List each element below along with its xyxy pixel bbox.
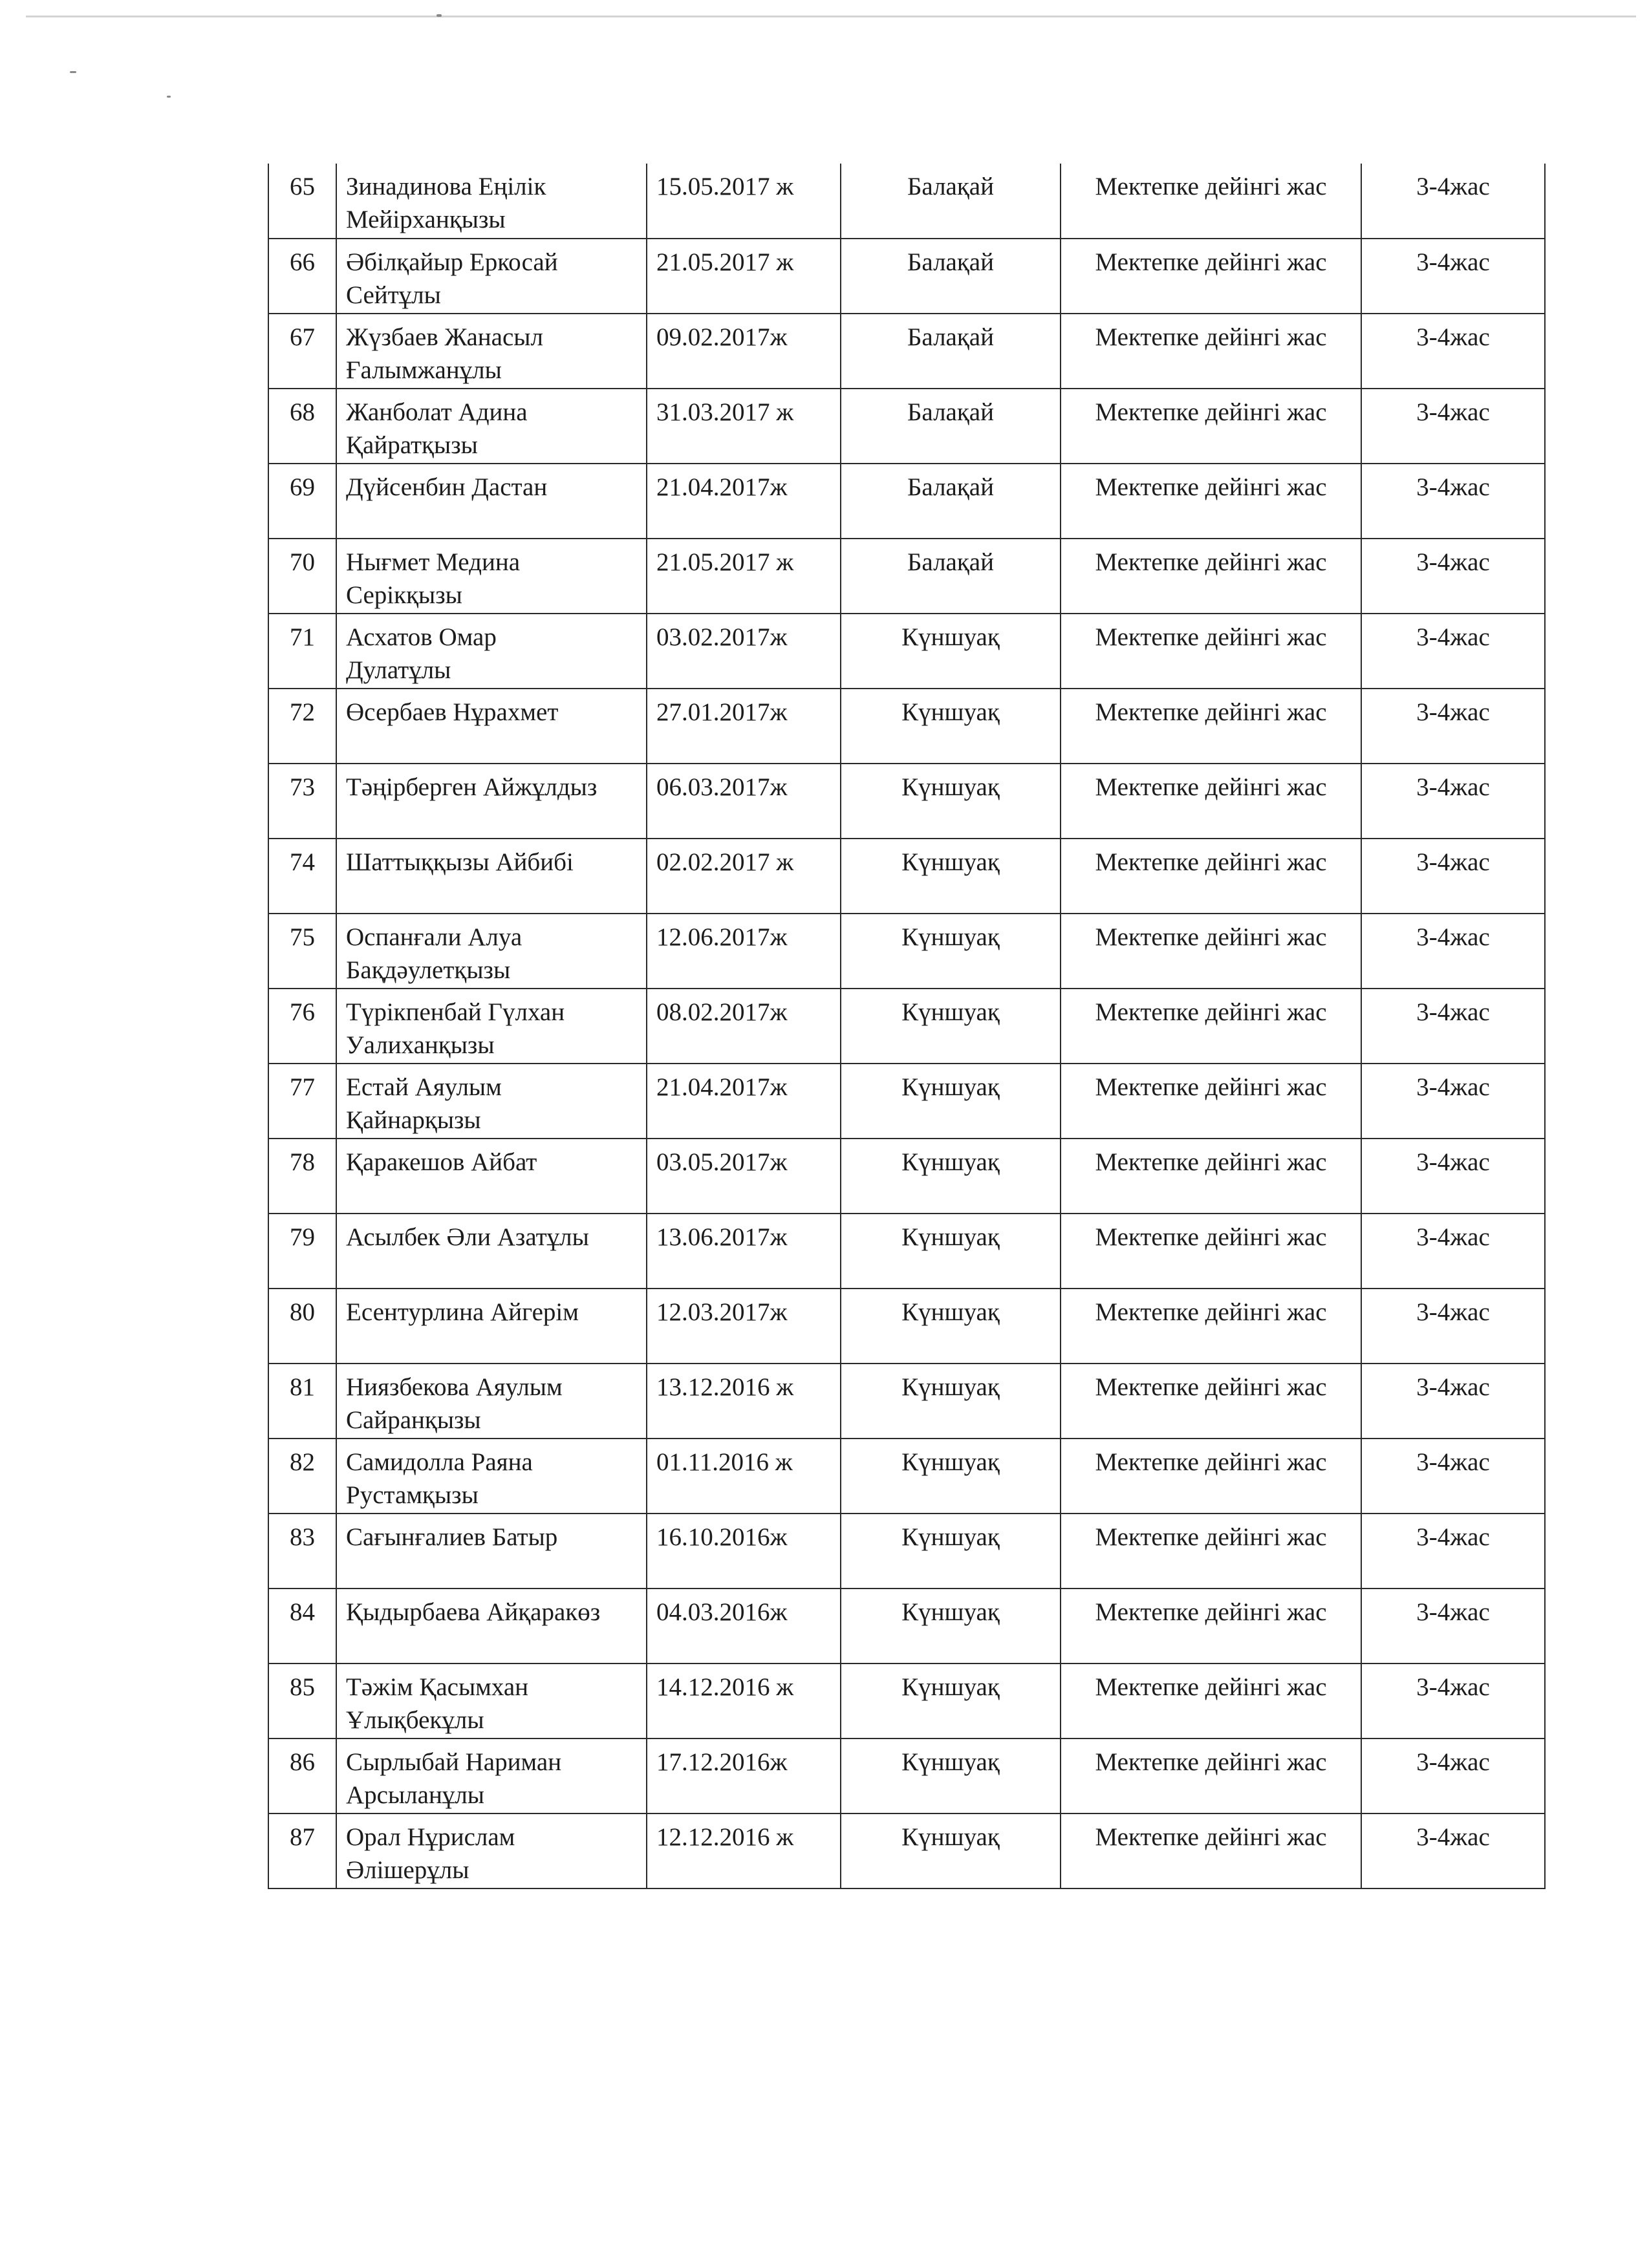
- child-name-line: Ғалымжанұлы: [346, 356, 502, 384]
- age-category-cell: Мектепке дейінгі жас: [1061, 1289, 1361, 1364]
- age-category-cell: Мектепке дейінгі жас: [1061, 614, 1361, 689]
- group-cell: Күншуақ: [841, 1214, 1061, 1289]
- child-name-line: Түрікпенбай Гүлхан: [346, 998, 565, 1026]
- birth-date-cell: 01.11.2016 ж: [647, 1439, 841, 1514]
- scan-edge-line: [26, 16, 1636, 17]
- age-category-cell: Мектепке дейінгі жас: [1061, 764, 1361, 839]
- age-range-cell: 3-4жас: [1361, 989, 1545, 1064]
- child-name-cell: [336, 839, 647, 914]
- child-name-cell: [336, 1364, 647, 1439]
- table-row: [268, 764, 1545, 839]
- scan-speck: [167, 96, 171, 98]
- child-name-cell: [336, 389, 647, 464]
- row-number-cell: 75: [268, 914, 336, 989]
- age-category-cell: Мектепке дейінгі жас: [1061, 839, 1361, 914]
- child-name-line: Есентурлина Айгерім: [346, 1298, 579, 1326]
- birth-date-cell: 31.03.2017 ж: [647, 389, 841, 464]
- child-name-line: Естай Аяулым: [346, 1073, 502, 1101]
- age-category-cell: Мектепке дейінгі жас: [1061, 1738, 1361, 1813]
- child-name-line: Ниязбекова Аяулым: [346, 1373, 563, 1401]
- table-row: [268, 1738, 1545, 1813]
- child-name-line: Сағынғалиев Батыр: [346, 1523, 558, 1551]
- age-range-cell: 3-4жас: [1361, 464, 1545, 539]
- birth-date-cell: 21.04.2017ж: [647, 1064, 841, 1139]
- table-row: [268, 689, 1545, 764]
- table-row: [268, 614, 1545, 689]
- child-name-line: Арсыланұлы: [346, 1781, 484, 1809]
- age-range-cell: 3-4жас: [1361, 1589, 1545, 1664]
- group-cell: Күншуақ: [841, 914, 1061, 989]
- age-range-cell: 3-4жас: [1361, 1664, 1545, 1738]
- row-number-cell: 72: [268, 689, 336, 764]
- group-cell: Күншуақ: [841, 764, 1061, 839]
- row-number-cell: 78: [268, 1139, 336, 1214]
- child-name-line: Сырлыбай Нариман: [346, 1748, 562, 1776]
- age-range-cell: 3-4жас: [1361, 239, 1545, 314]
- age-category-cell: Мектепке дейінгі жас: [1061, 164, 1361, 239]
- child-name-line: Дүйсенбин Дастан: [346, 473, 548, 501]
- child-name-line: Ұлықбекұлы: [346, 1706, 484, 1734]
- table-row: [268, 1364, 1545, 1439]
- table-row: [268, 1813, 1545, 1888]
- child-name-line: Зинадинова Еңілік: [346, 173, 546, 200]
- child-name-line: Мейірханқызы: [346, 206, 506, 233]
- age-category-cell: Мектепке дейінгі жас: [1061, 989, 1361, 1064]
- age-range-cell: 3-4жас: [1361, 839, 1545, 914]
- group-cell: Күншуақ: [841, 1064, 1061, 1139]
- age-range-cell: 3-4жас: [1361, 1139, 1545, 1214]
- child-name-line: Тәңірберген Айжұлдыз: [346, 773, 598, 801]
- child-name-cell: [336, 314, 647, 389]
- table-row: [268, 989, 1545, 1064]
- child-name-line: Асхатов Омар: [346, 623, 497, 651]
- birth-date-cell: 13.06.2017ж: [647, 1214, 841, 1289]
- birth-date-cell: 03.02.2017ж: [647, 614, 841, 689]
- age-range-cell: 3-4жас: [1361, 1064, 1545, 1139]
- birth-date-cell: 12.03.2017ж: [647, 1289, 841, 1364]
- age-range-cell: 3-4жас: [1361, 689, 1545, 764]
- child-name-cell: [336, 914, 647, 989]
- age-category-cell: Мектепке дейінгі жас: [1061, 1364, 1361, 1439]
- child-name-cell: [336, 539, 647, 614]
- row-number-cell: 65: [268, 164, 336, 239]
- table-row: [268, 914, 1545, 989]
- age-range-cell: 3-4жас: [1361, 1514, 1545, 1589]
- group-cell: Күншуақ: [841, 839, 1061, 914]
- birth-date-cell: 04.03.2016ж: [647, 1589, 841, 1664]
- age-category-cell: Мектепке дейінгі жас: [1061, 1664, 1361, 1738]
- age-range-cell: 3-4жас: [1361, 1214, 1545, 1289]
- child-name-line: Рустамқызы: [346, 1481, 479, 1509]
- child-name-line: Серікқызы: [346, 581, 462, 609]
- child-name-cell: [336, 1289, 647, 1364]
- child-name-line: Әбілқайыр Еркосай: [346, 248, 558, 276]
- age-category-cell: Мектепке дейінгі жас: [1061, 1514, 1361, 1589]
- child-name-line: Сайранқызы: [346, 1406, 481, 1434]
- group-cell: Күншуақ: [841, 689, 1061, 764]
- birth-date-cell: 21.04.2017ж: [647, 464, 841, 539]
- group-cell: Балақай: [841, 239, 1061, 314]
- age-range-cell: 3-4жас: [1361, 389, 1545, 464]
- age-range-cell: 3-4жас: [1361, 539, 1545, 614]
- row-number-cell: 66: [268, 239, 336, 314]
- birth-date-cell: 21.05.2017 ж: [647, 239, 841, 314]
- row-number-cell: 70: [268, 539, 336, 614]
- age-category-cell: Мектепке дейінгі жас: [1061, 1589, 1361, 1664]
- child-name-cell: [336, 1589, 647, 1664]
- table-row: [268, 164, 1545, 239]
- age-category-cell: Мектепке дейінгі жас: [1061, 1214, 1361, 1289]
- group-cell: Күншуақ: [841, 614, 1061, 689]
- age-category-cell: Мектепке дейінгі жас: [1061, 1813, 1361, 1888]
- child-name-line: Дулатұлы: [346, 656, 451, 684]
- group-cell: Күншуақ: [841, 1439, 1061, 1514]
- child-name-line: Сейтұлы: [346, 281, 441, 309]
- row-number-cell: 84: [268, 1589, 336, 1664]
- child-name-cell: [336, 1214, 647, 1289]
- group-cell: Күншуақ: [841, 989, 1061, 1064]
- birth-date-cell: 21.05.2017 ж: [647, 539, 841, 614]
- birth-date-cell: 17.12.2016ж: [647, 1738, 841, 1813]
- age-category-cell: Мектепке дейінгі жас: [1061, 914, 1361, 989]
- child-name-line: Әлішерұлы: [346, 1856, 469, 1884]
- child-name-cell: [336, 464, 647, 539]
- group-cell: Балақай: [841, 539, 1061, 614]
- birth-date-cell: 13.12.2016 ж: [647, 1364, 841, 1439]
- child-name-line: Жүзбаев Жанасыл: [346, 323, 543, 351]
- row-number-cell: 67: [268, 314, 336, 389]
- child-name-cell: [336, 764, 647, 839]
- roster-body: [268, 164, 1545, 1888]
- age-category-cell: Мектепке дейінгі жас: [1061, 689, 1361, 764]
- child-name-line: Өсербаев Нұрахмет: [346, 698, 559, 726]
- age-range-cell: 3-4жас: [1361, 1289, 1545, 1364]
- child-name-line: Қайратқызы: [346, 431, 478, 459]
- group-cell: Балақай: [841, 314, 1061, 389]
- child-name-line: Асылбек Әли Азатұлы: [346, 1223, 589, 1251]
- child-name-cell: [336, 1738, 647, 1813]
- group-cell: Күншуақ: [841, 1738, 1061, 1813]
- child-name-cell: [336, 1439, 647, 1514]
- child-name-line: Орал Нұрислам: [346, 1823, 515, 1851]
- table-row: [268, 1139, 1545, 1214]
- row-number-cell: 69: [268, 464, 336, 539]
- child-name-cell: [336, 239, 647, 314]
- child-name-cell: [336, 1813, 647, 1888]
- row-number-cell: 77: [268, 1064, 336, 1139]
- table-row: [268, 1064, 1545, 1139]
- age-category-cell: Мектепке дейінгі жас: [1061, 239, 1361, 314]
- birth-date-cell: 27.01.2017ж: [647, 689, 841, 764]
- group-cell: Күншуақ: [841, 1289, 1061, 1364]
- row-number-cell: 83: [268, 1514, 336, 1589]
- group-cell: Күншуақ: [841, 1139, 1061, 1214]
- row-number-cell: 82: [268, 1439, 336, 1514]
- table-row: [268, 464, 1545, 539]
- child-name-line: Шаттыққызы Айбибі: [346, 848, 574, 876]
- group-cell: Балақай: [841, 389, 1061, 464]
- birth-date-cell: 12.12.2016 ж: [647, 1813, 841, 1888]
- child-name-cell: [336, 1139, 647, 1214]
- child-name-line: Нығмет Медина: [346, 548, 521, 576]
- age-category-cell: Мектепке дейінгі жас: [1061, 539, 1361, 614]
- child-name-line: Қаракешов Айбат: [346, 1148, 537, 1176]
- age-category-cell: Мектепке дейінгі жас: [1061, 1064, 1361, 1139]
- birth-date-cell: 14.12.2016 ж: [647, 1664, 841, 1738]
- birth-date-cell: 16.10.2016ж: [647, 1514, 841, 1589]
- child-name-cell: [336, 1664, 647, 1738]
- group-cell: Күншуақ: [841, 1813, 1061, 1888]
- birth-date-cell: 15.05.2017 ж: [647, 164, 841, 239]
- child-name-cell: [336, 989, 647, 1064]
- table-row: [268, 389, 1545, 464]
- table-row: [268, 1439, 1545, 1514]
- age-range-cell: 3-4жас: [1361, 1738, 1545, 1813]
- table-row: [268, 239, 1545, 314]
- child-name-cell: [336, 1514, 647, 1589]
- table-row: [268, 539, 1545, 614]
- child-name-line: Бақдәулетқызы: [346, 956, 511, 984]
- row-number-cell: 76: [268, 989, 336, 1064]
- children-roster-table: [268, 164, 1546, 1889]
- child-name-line: Жанболат Адина: [346, 398, 528, 426]
- age-category-cell: Мектепке дейінгі жас: [1061, 314, 1361, 389]
- birth-date-cell: 02.02.2017 ж: [647, 839, 841, 914]
- age-range-cell: 3-4жас: [1361, 1813, 1545, 1888]
- age-range-cell: 3-4жас: [1361, 1439, 1545, 1514]
- table-row: [268, 1289, 1545, 1364]
- age-category-cell: Мектепке дейінгі жас: [1061, 1439, 1361, 1514]
- age-category-cell: Мектепке дейінгі жас: [1061, 464, 1361, 539]
- birth-date-cell: 12.06.2017ж: [647, 914, 841, 989]
- age-range-cell: 3-4жас: [1361, 314, 1545, 389]
- table-row: [268, 1514, 1545, 1589]
- row-number-cell: 74: [268, 839, 336, 914]
- row-number-cell: 71: [268, 614, 336, 689]
- group-cell: Балақай: [841, 164, 1061, 239]
- child-name-cell: [336, 164, 647, 239]
- group-cell: Күншуақ: [841, 1589, 1061, 1664]
- group-cell: Күншуақ: [841, 1364, 1061, 1439]
- scan-speck: [436, 14, 442, 17]
- table-row: [268, 1664, 1545, 1738]
- child-name-line: Уалиханқызы: [346, 1031, 495, 1059]
- table-row: [268, 314, 1545, 389]
- row-number-cell: 80: [268, 1289, 336, 1364]
- age-category-cell: Мектепке дейінгі жас: [1061, 1139, 1361, 1214]
- child-name-cell: [336, 1064, 647, 1139]
- table-row: [268, 839, 1545, 914]
- birth-date-cell: 08.02.2017ж: [647, 989, 841, 1064]
- group-cell: Күншуақ: [841, 1664, 1061, 1738]
- row-number-cell: 87: [268, 1813, 336, 1888]
- row-number-cell: 86: [268, 1738, 336, 1813]
- table-row: [268, 1589, 1545, 1664]
- child-name-cell: [336, 689, 647, 764]
- row-number-cell: 85: [268, 1664, 336, 1738]
- age-range-cell: 3-4жас: [1361, 164, 1545, 239]
- age-range-cell: 3-4жас: [1361, 914, 1545, 989]
- row-number-cell: 81: [268, 1364, 336, 1439]
- child-name-cell: [336, 614, 647, 689]
- birth-date-cell: 03.05.2017ж: [647, 1139, 841, 1214]
- age-range-cell: 3-4жас: [1361, 764, 1545, 839]
- child-name-line: Қыдырбаева Айқаракөз: [346, 1598, 601, 1626]
- row-number-cell: 73: [268, 764, 336, 839]
- age-range-cell: 3-4жас: [1361, 1364, 1545, 1439]
- scan-speck: [70, 71, 76, 73]
- birth-date-cell: 06.03.2017ж: [647, 764, 841, 839]
- row-number-cell: 68: [268, 389, 336, 464]
- child-name-line: Оспанғали Алуа: [346, 923, 523, 951]
- group-cell: Күншуақ: [841, 1514, 1061, 1589]
- table-row: [268, 1214, 1545, 1289]
- birth-date-cell: 09.02.2017ж: [647, 314, 841, 389]
- age-category-cell: Мектепке дейінгі жас: [1061, 389, 1361, 464]
- child-name-line: Қайнарқызы: [346, 1106, 481, 1134]
- group-cell: Балақай: [841, 464, 1061, 539]
- row-number-cell: 79: [268, 1214, 336, 1289]
- age-range-cell: 3-4жас: [1361, 614, 1545, 689]
- child-name-line: Самидолла Раяна: [346, 1448, 533, 1476]
- child-name-line: Тәжім Қасымхан: [346, 1673, 529, 1701]
